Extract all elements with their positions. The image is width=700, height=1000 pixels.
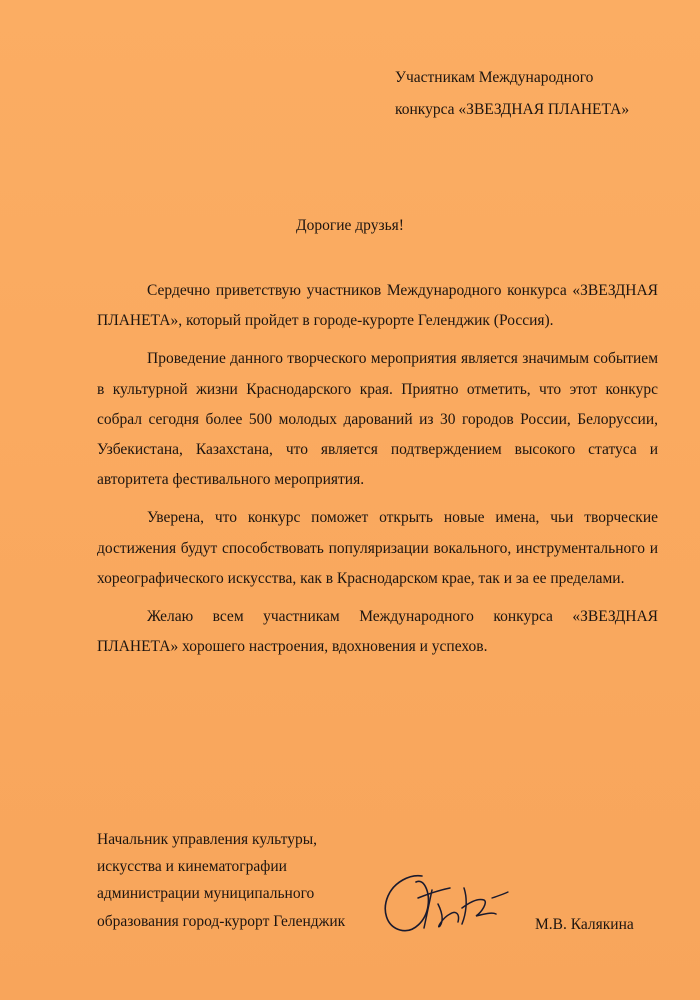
signatory-title-line-2: искусства и кинематографии	[97, 858, 287, 876]
addressee-line-1: Участникам Международного	[395, 69, 594, 86]
addressee-line-2: конкурса «ЗВЕЗДНАЯ ПЛАНЕТА»	[395, 101, 630, 118]
greeting: Дорогие друзья!	[296, 217, 404, 234]
body-paragraph-1: Сердечно приветствую участников Международного конкурса «ЗВЕЗДНАЯ ПЛАНЕТА», который пройдет в городе-курорте Геленджик (Россия).	[97, 282, 658, 330]
addressee-block	[395, 62, 629, 126]
handwritten-signature	[380, 868, 510, 940]
body-paragraph-2: Проведение данного творческого мероприятия является значимым событием в культурной жизни Краснодарского края. Приятно отметить, что этот конкурс собрал сегодня более 500 молодых дарований из 30 городов России, Белоруссии, Узбекистана, Казахстана, что является подтверждением высокого статуса и авторитета фестивального мероприятия.	[97, 350, 658, 489]
body-paragraph-4: Желаю всем участникам Международного конкурса «ЗВЕЗДНАЯ ПЛАНЕТА» хорошего настроения, вдохновения и успехов.	[97, 608, 658, 656]
signatory-title-line-1: Начальник управления культуры,	[97, 831, 318, 848]
letter-body	[97, 276, 658, 670]
body-paragraph-3: Уверена, что конкурс поможет открыть новые имена, чьи творческие достижения будут способствовать популяризации вокального, инструментального и хореографического искусства, как в Краснодарском крае, так и за ее пределами.	[97, 509, 658, 587]
signatory-title-line-4: образования город-курорт Геленджик	[97, 912, 346, 930]
signatory-title-line-3: администрации муниципального	[97, 885, 315, 903]
signatory-name: М.В. Калякина	[535, 916, 634, 933]
signatory-title	[97, 826, 345, 935]
